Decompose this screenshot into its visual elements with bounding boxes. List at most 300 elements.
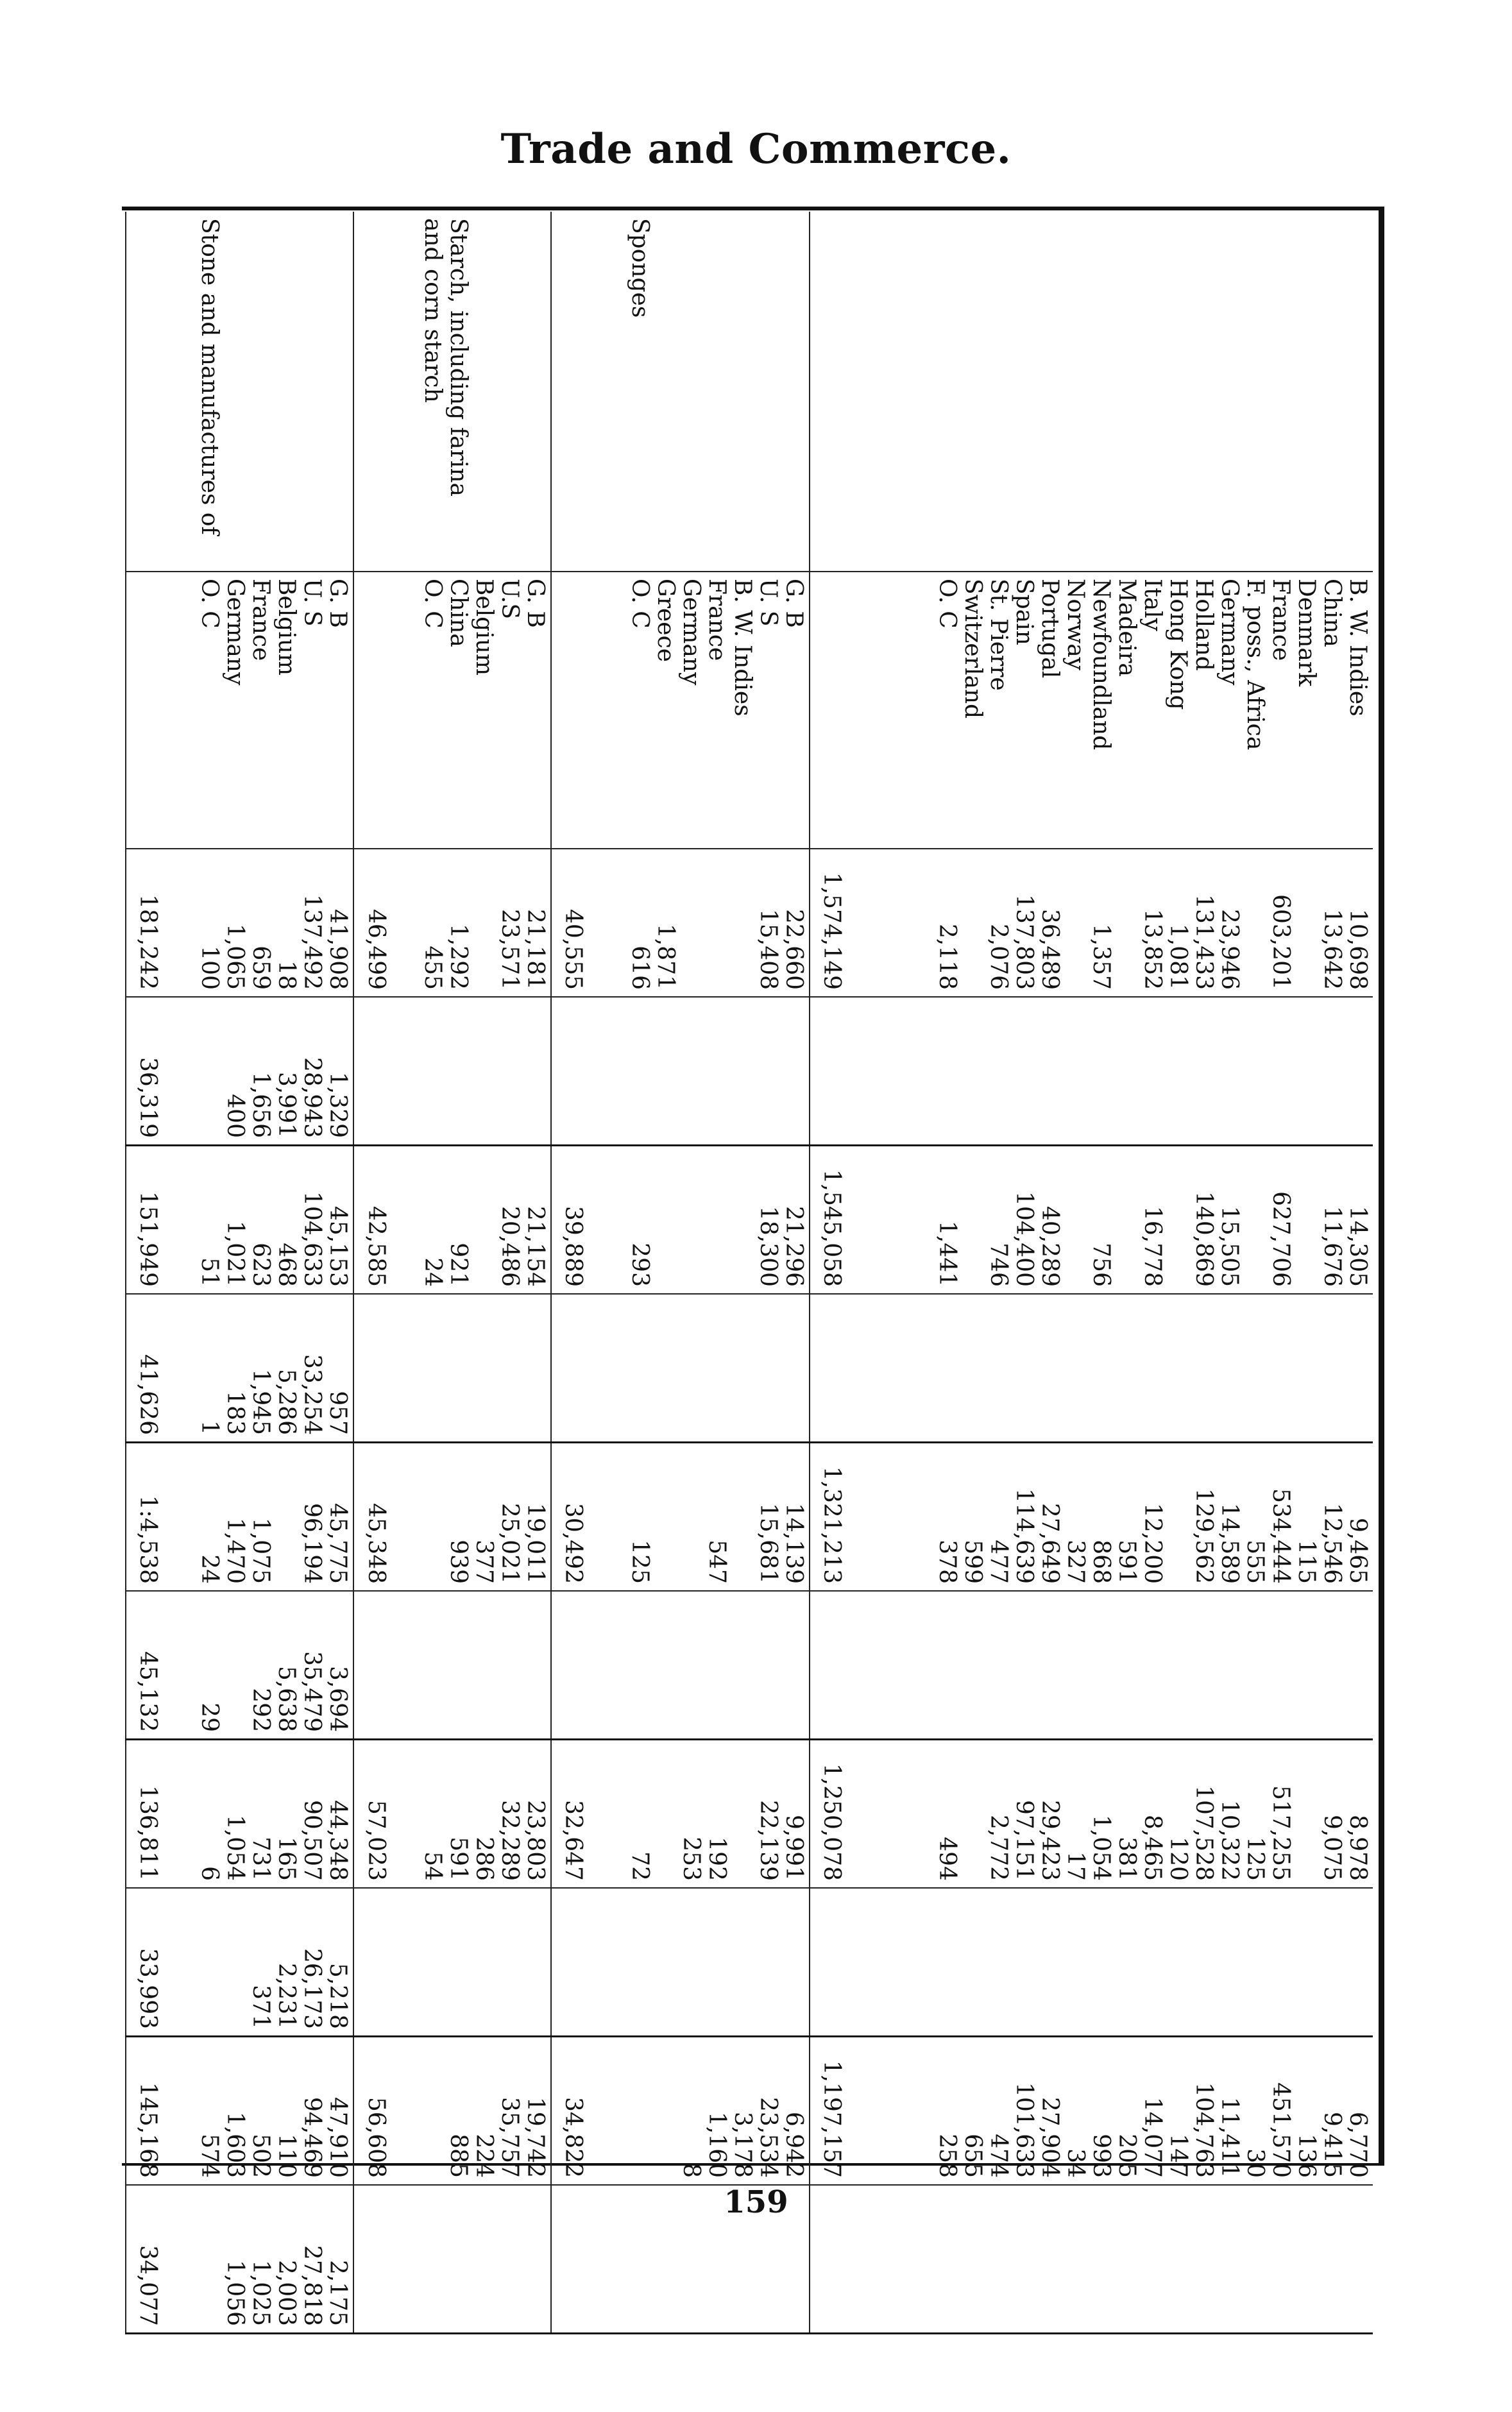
value-cell	[847, 1888, 1373, 2037]
total-value: 46,499	[353, 849, 391, 997]
value	[627, 1598, 652, 1732]
value	[678, 1450, 704, 1584]
value	[627, 1301, 652, 1435]
value-cell	[847, 849, 1373, 997]
value: 451,570	[1268, 2082, 1294, 2178]
country-label: Germany	[222, 579, 249, 686]
value: 5,286	[273, 1368, 300, 1435]
total-value	[551, 1591, 588, 1740]
value	[1191, 1598, 1216, 1732]
value	[960, 1153, 985, 1287]
value	[652, 1450, 678, 1584]
value: 258	[934, 2134, 960, 2178]
value-cell	[163, 849, 353, 997]
value: 14,139	[780, 1503, 807, 1584]
value	[627, 2044, 652, 2178]
value	[1062, 1301, 1088, 1435]
value: 756	[1088, 1243, 1114, 1287]
value: 26,173	[299, 1948, 326, 2029]
value	[1216, 1004, 1242, 1138]
value-cell	[163, 997, 353, 1146]
article-label: Sponges	[626, 218, 653, 318]
value	[985, 1301, 1011, 1435]
value: 96,194	[299, 1503, 326, 1584]
value	[1165, 1153, 1191, 1287]
value	[1191, 1895, 1216, 2029]
value: 494	[934, 1837, 960, 1881]
value: 25,021	[496, 1503, 523, 1584]
value	[1088, 1301, 1114, 1435]
value: 23,946	[1216, 909, 1243, 990]
value: 11,676	[1319, 1206, 1345, 1287]
value	[678, 1598, 704, 1732]
value	[704, 1004, 729, 1138]
total-value: 36,319	[126, 997, 163, 1146]
country-label: Germany	[1216, 579, 1243, 686]
value	[471, 1004, 497, 1138]
value: 72	[626, 1851, 653, 1881]
value: 137,803	[1011, 894, 1037, 990]
article-cell	[847, 212, 1373, 572]
value	[1114, 1153, 1139, 1287]
value: 32,289	[496, 1800, 523, 1881]
value	[704, 856, 729, 990]
value	[652, 2044, 678, 2178]
value: 2,076	[985, 923, 1012, 990]
page-number: 159	[724, 2184, 788, 2220]
group-total-row	[126, 212, 163, 2334]
value: 293	[626, 1243, 653, 1287]
value	[196, 1004, 222, 1138]
value	[704, 1895, 729, 2029]
value: 327	[1062, 1540, 1089, 1584]
value: 90,507	[299, 1800, 326, 1881]
value	[1345, 1004, 1370, 1138]
total-value: 56,608	[353, 2037, 391, 2186]
trade-table-body	[126, 212, 1373, 2334]
value: 12,200	[1139, 1503, 1166, 1584]
value: 468	[273, 1243, 300, 1287]
country-label: B. W. Indies	[1345, 579, 1371, 717]
country-label: Madeira	[1114, 579, 1140, 677]
country-label: Newfoundland	[1088, 579, 1114, 751]
value	[445, 1301, 471, 1435]
value	[1216, 1301, 1242, 1435]
value-cell	[847, 1740, 1373, 1889]
value: 17	[1062, 1851, 1089, 1881]
value: 21,181	[522, 909, 548, 990]
value: 603,201	[1268, 894, 1294, 990]
value	[1242, 1895, 1268, 2029]
value: 35,479	[299, 1651, 326, 1732]
value	[652, 1895, 678, 2029]
value: 1,054	[222, 1814, 249, 1881]
value	[960, 856, 985, 990]
value	[1293, 1004, 1319, 1138]
value: 35,757	[496, 2097, 523, 2178]
value: 477	[985, 1540, 1012, 1584]
value: 94,469	[299, 2097, 326, 2178]
value: 10,322	[1216, 1800, 1243, 1881]
article-label: Stone and manufactures of	[196, 218, 223, 535]
country-label: China	[1319, 579, 1345, 647]
value	[1242, 1153, 1268, 1287]
value	[471, 1895, 497, 2029]
value	[445, 1895, 471, 2029]
total-value: 1,321,213	[810, 1443, 847, 1592]
value-cell	[391, 1740, 551, 1889]
value	[1191, 1004, 1216, 1138]
value	[471, 1598, 497, 1732]
value: 137,492	[299, 894, 326, 990]
article-label: and corn starch	[419, 218, 446, 403]
value	[1293, 1153, 1319, 1287]
value: 2,175	[325, 2259, 352, 2326]
total-value: 39,889	[551, 1146, 588, 1295]
value: 22,660	[780, 909, 807, 990]
table-side-rule	[1379, 207, 1384, 2166]
value-cell	[588, 1294, 809, 1443]
total-value: 45,132	[126, 1591, 163, 1740]
country-label: France	[1268, 579, 1294, 661]
country-cell	[588, 572, 809, 849]
value	[420, 1895, 445, 2029]
value: 104,763	[1191, 2082, 1217, 2178]
total-value: 41,626	[126, 1294, 163, 1443]
value	[985, 1004, 1011, 1138]
value	[704, 1301, 729, 1435]
value: 1,025	[248, 2259, 275, 2326]
value	[1268, 1598, 1293, 1732]
value: 8	[677, 2163, 704, 2178]
value: 44,348	[325, 1800, 352, 1881]
country-label: G. B	[780, 579, 807, 628]
country-label: Hong Kong	[1165, 579, 1191, 710]
value: 5,638	[273, 1665, 300, 1732]
value: 47,910	[325, 2097, 352, 2178]
value	[1011, 1895, 1037, 2029]
value	[729, 856, 755, 990]
group-total-row	[810, 212, 847, 2334]
country-label: O. C	[934, 579, 960, 629]
value	[627, 1895, 652, 2029]
value	[1319, 1598, 1345, 1732]
total-spacer	[353, 572, 391, 849]
value: 1,357	[1088, 923, 1114, 990]
value: 1,056	[222, 2259, 249, 2326]
value-cell	[391, 1591, 551, 1740]
total-value: 40,555	[551, 849, 588, 997]
value-cell	[391, 1443, 551, 1592]
value	[497, 1004, 522, 1138]
value	[1165, 1301, 1191, 1435]
value	[729, 1153, 755, 1287]
value	[1062, 1895, 1088, 2029]
value	[1037, 1598, 1062, 1732]
value	[1242, 1004, 1268, 1138]
value: 591	[445, 1837, 471, 1881]
value: 13,642	[1319, 909, 1345, 990]
value: 1,075	[248, 1517, 275, 1584]
value-cell	[163, 1591, 353, 1740]
value: 18	[273, 960, 300, 990]
value	[678, 1895, 704, 2029]
value	[1216, 1895, 1242, 2029]
total-value: 145,168	[126, 2037, 163, 2186]
value-cell	[588, 849, 809, 997]
value: 746	[985, 1243, 1012, 1287]
value: 27,649	[1037, 1503, 1063, 1584]
value	[781, 1598, 806, 1732]
total-spacer	[810, 212, 847, 572]
total-value: 181,242	[126, 849, 163, 997]
value: 30	[1242, 2148, 1268, 2178]
value	[1268, 1004, 1293, 1138]
value	[273, 1450, 299, 1584]
value: 1	[196, 1420, 223, 1435]
value: 14,305	[1345, 1206, 1371, 1287]
value: 1,441	[934, 1220, 960, 1287]
value-cell	[847, 2037, 1373, 2186]
article-cell	[588, 212, 809, 572]
value	[1293, 1747, 1319, 1881]
value	[1139, 1895, 1165, 2029]
total-value: 1,250,078	[810, 1740, 847, 1889]
total-value	[551, 997, 588, 1146]
value	[497, 1301, 522, 1435]
country-label: Spain	[1011, 579, 1037, 645]
value: 1,470	[222, 1517, 249, 1584]
total-spacer	[126, 572, 163, 849]
value	[1191, 1301, 1216, 1435]
value	[522, 1598, 548, 1732]
country-label: China	[445, 579, 471, 647]
value-cell	[847, 1146, 1373, 1295]
value	[222, 1598, 248, 1732]
value-cell	[163, 1294, 353, 1443]
country-label: France	[703, 579, 730, 661]
value-cell	[588, 1888, 809, 2037]
value: 1,065	[222, 923, 249, 990]
value: 599	[960, 1540, 986, 1584]
value: 129,562	[1191, 1488, 1217, 1584]
value-cell	[588, 997, 809, 1146]
value: 1,945	[248, 1368, 275, 1435]
value: 29,423	[1037, 1800, 1063, 1881]
value: 18,300	[754, 1206, 781, 1287]
value	[1345, 1895, 1370, 2029]
value: 23,534	[754, 2097, 781, 2178]
value-cell	[391, 997, 551, 1146]
value: 19,011	[522, 1503, 548, 1584]
value	[445, 1598, 471, 1732]
value	[1319, 1895, 1345, 2029]
value: 286	[470, 1837, 497, 1881]
value: 115	[1293, 1540, 1320, 1584]
value	[1242, 1301, 1268, 1435]
total-value	[810, 1591, 847, 1740]
value: 136	[1293, 2134, 1320, 2178]
total-value: 34,822	[551, 2037, 588, 2186]
value: 20,486	[496, 1206, 523, 1287]
value: 8,465	[1139, 1814, 1166, 1881]
value: 939	[445, 1540, 471, 1584]
value	[960, 1004, 985, 1138]
value	[522, 1895, 548, 2029]
total-value: 34,077	[126, 2185, 163, 2334]
value-cell	[163, 1888, 353, 2037]
value-cell	[847, 1294, 1373, 1443]
value: 51	[196, 1257, 223, 1287]
value	[678, 856, 704, 990]
value: 97,151	[1011, 1800, 1037, 1881]
value	[1037, 1301, 1062, 1435]
value: 534,444	[1268, 1488, 1294, 1584]
value: 455	[419, 946, 446, 990]
value: 12,546	[1319, 1503, 1345, 1584]
value: 868	[1088, 1540, 1114, 1584]
total-value	[810, 997, 847, 1146]
value	[1242, 1598, 1268, 1732]
value: 104,400	[1011, 1191, 1037, 1287]
value	[1165, 1895, 1191, 2029]
value: 1,292	[445, 923, 471, 990]
value: 183	[222, 1391, 249, 1435]
value-cell	[588, 1443, 809, 1592]
value: 659	[248, 946, 275, 990]
value: 371	[248, 1985, 275, 2029]
value	[1345, 1301, 1370, 1435]
country-label: O. C	[196, 579, 223, 629]
value	[934, 1004, 960, 1138]
value: 2,772	[985, 1814, 1012, 1881]
country-label: O. C	[419, 579, 446, 629]
total-value: 45,348	[353, 1443, 391, 1592]
value: 555	[1242, 1540, 1268, 1584]
value	[678, 1301, 704, 1435]
value	[729, 1004, 755, 1138]
total-value	[810, 1294, 847, 1443]
value-cell	[588, 1591, 809, 1740]
value: 885	[445, 2134, 471, 2178]
value: 1,871	[652, 923, 679, 990]
value: 616	[626, 946, 653, 990]
value: 377	[470, 1540, 497, 1584]
value: 9,075	[1319, 1814, 1345, 1881]
country-label: Switzerland	[960, 579, 986, 719]
value: 45,153	[325, 1206, 352, 1287]
article-cell	[391, 212, 551, 572]
total-value: 57,023	[353, 1740, 391, 1889]
total-spacer	[126, 212, 163, 572]
value: 1,054	[1088, 1814, 1114, 1881]
value: 224	[470, 2134, 497, 2178]
value: 34	[1062, 2148, 1089, 2178]
value: 15,505	[1216, 1206, 1243, 1287]
value	[1062, 1598, 1088, 1732]
value	[985, 1895, 1011, 2029]
value: 3,694	[325, 1665, 352, 1732]
total-spacer	[551, 212, 588, 572]
value	[1114, 1301, 1139, 1435]
value	[704, 1153, 729, 1287]
value: 24	[419, 1257, 446, 1287]
value	[471, 1301, 497, 1435]
value-cell	[847, 997, 1373, 1146]
value	[1345, 1598, 1370, 1732]
value: 21,154	[522, 1206, 548, 1287]
value: 253	[677, 1837, 704, 1881]
value	[985, 1598, 1011, 1732]
value-cell	[391, 1888, 551, 2037]
value	[1216, 1598, 1242, 1732]
value	[1165, 1598, 1191, 1732]
value: 2,118	[934, 923, 960, 990]
value	[1011, 1301, 1037, 1435]
total-spacer	[551, 572, 588, 849]
country-label: Belgium	[470, 579, 497, 676]
value	[729, 1895, 755, 2029]
value	[652, 1153, 678, 1287]
value: 11,411	[1216, 2097, 1243, 2178]
value	[960, 1895, 985, 2029]
article-cell	[163, 212, 353, 572]
value	[678, 1004, 704, 1138]
total-value: 1,545,058	[810, 1146, 847, 1295]
country-label: St. Pierre	[985, 579, 1012, 691]
value: 28,943	[299, 1057, 326, 1138]
group-row	[391, 212, 551, 2334]
value: 15,408	[754, 909, 781, 990]
table-top-rule	[122, 207, 1382, 210]
value: 8,978	[1345, 1814, 1371, 1881]
country-label: G. B	[325, 579, 352, 628]
value: 125	[1242, 1837, 1268, 1881]
value	[1011, 1004, 1037, 1138]
value: 40,289	[1037, 1206, 1063, 1287]
value: 1,160	[703, 2111, 730, 2178]
country-label: B. W. Indies	[729, 579, 756, 717]
value: 517,255	[1268, 1785, 1294, 1881]
value: 41,908	[325, 909, 352, 990]
value	[755, 1895, 781, 2029]
value	[1114, 856, 1139, 990]
value	[1293, 1895, 1319, 2029]
group-row	[588, 212, 809, 2334]
value	[755, 1004, 781, 1138]
value	[522, 1301, 548, 1435]
value: 131,433	[1191, 894, 1217, 990]
value	[1088, 1004, 1114, 1138]
group-row	[847, 212, 1373, 2334]
total-value	[353, 997, 391, 1146]
country-label: Greece	[652, 579, 679, 663]
value: 33,254	[299, 1354, 326, 1435]
trade-table	[125, 212, 1373, 2334]
country-label: Holland	[1191, 579, 1217, 671]
total-value	[551, 1888, 588, 2037]
value	[1242, 856, 1268, 990]
value-cell	[588, 2037, 809, 2186]
value: 110	[273, 2134, 300, 2178]
value: 627,706	[1268, 1191, 1294, 1287]
value	[497, 1895, 522, 2029]
value	[1319, 1004, 1345, 1138]
total-value	[551, 1294, 588, 1443]
value: 140,869	[1191, 1191, 1217, 1287]
value-cell	[163, 1443, 353, 1592]
value	[627, 1004, 652, 1138]
